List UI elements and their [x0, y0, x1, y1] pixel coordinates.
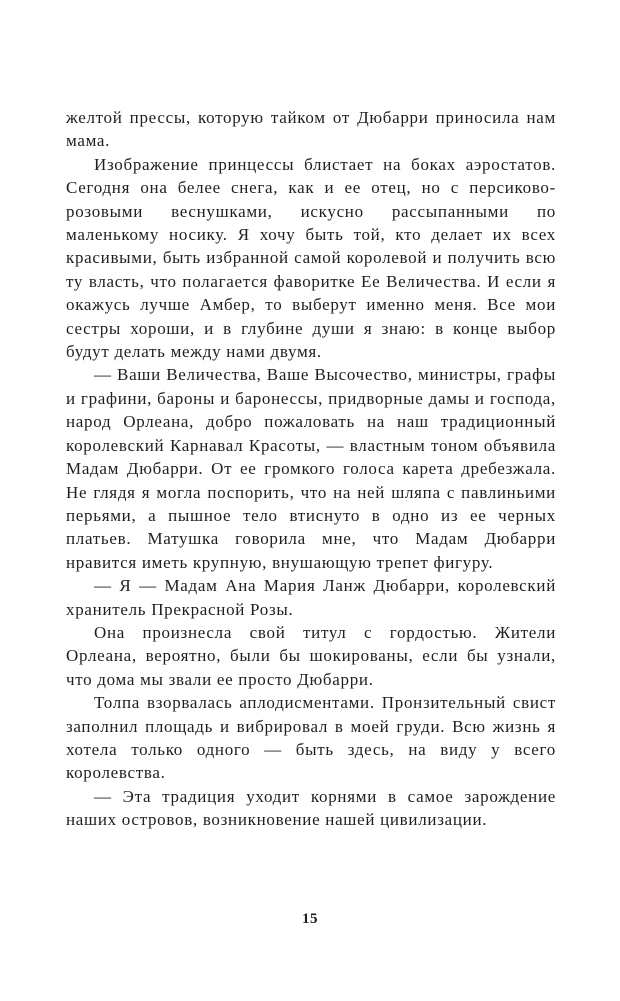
paragraph: Изображение принцессы блистает на боках аэростатов. Сегодня она белее снега, как и ее отец, но с персиково-розовыми веснушками, искусно рассыпанными по маленькому носику. Я хочу быть той, кто делает их всех красивыми, быть избранной самой королевой и получить всю ту власть, что полагается фаворитке Ее Величества. И если я окажусь лучше Амбер, то выберут именно меня. Все мои сестры хороши, и в глубине души я знаю: в конце выбор будут делать между нами двумя.: [66, 154, 556, 362]
paragraph: Она произнесла свой титул с гордостью. Жители Орлеана, вероятно, были бы шокированы, если бы узнали, что дома мы звали ее просто Дюбарри.: [66, 622, 556, 689]
page-text: [66, 106, 556, 832]
paragraph: — Ваши Величества, Ваше Высочество, министры, графы и графини, бароны и баронессы, придворные дамы и господа, народ Орлеана, добро пожаловать на наш традиционный королевский Карнавал Красоты, — властным тоном объявила Мадам Дюбарри. От ее громкого голоса карета дребезжала. Не глядя я могла поспорить, что на ней шляпа с павлиньими перьями, а пышное тело втиснуто в одно из ее черных платьев. Матушка говорила мне, что Мадам Дюбарри нравится иметь крупную, внушающую трепет фигуру.: [66, 365, 556, 572]
paragraph: — Эта традиция уходит корнями в самое зарождение наших островов, возникновение нашей цивилизации.: [66, 786, 556, 830]
paragraph: желтой прессы, которую тайком от Дюбарри приносила нам мама.: [66, 108, 556, 151]
paragraph: — Я — Мадам Ана Мария Ланж Дюбарри, королевский хранитель Прекрасной Розы.: [66, 576, 556, 619]
page-number: 15: [302, 911, 318, 927]
paragraph: Толпа взорвалась аплодисментами. Пронзительный свист заполнил площадь и вибрировал в моей груди. Всю жизнь я хотела только одного — быть здесь, на виду у всего королевства.: [66, 693, 556, 783]
